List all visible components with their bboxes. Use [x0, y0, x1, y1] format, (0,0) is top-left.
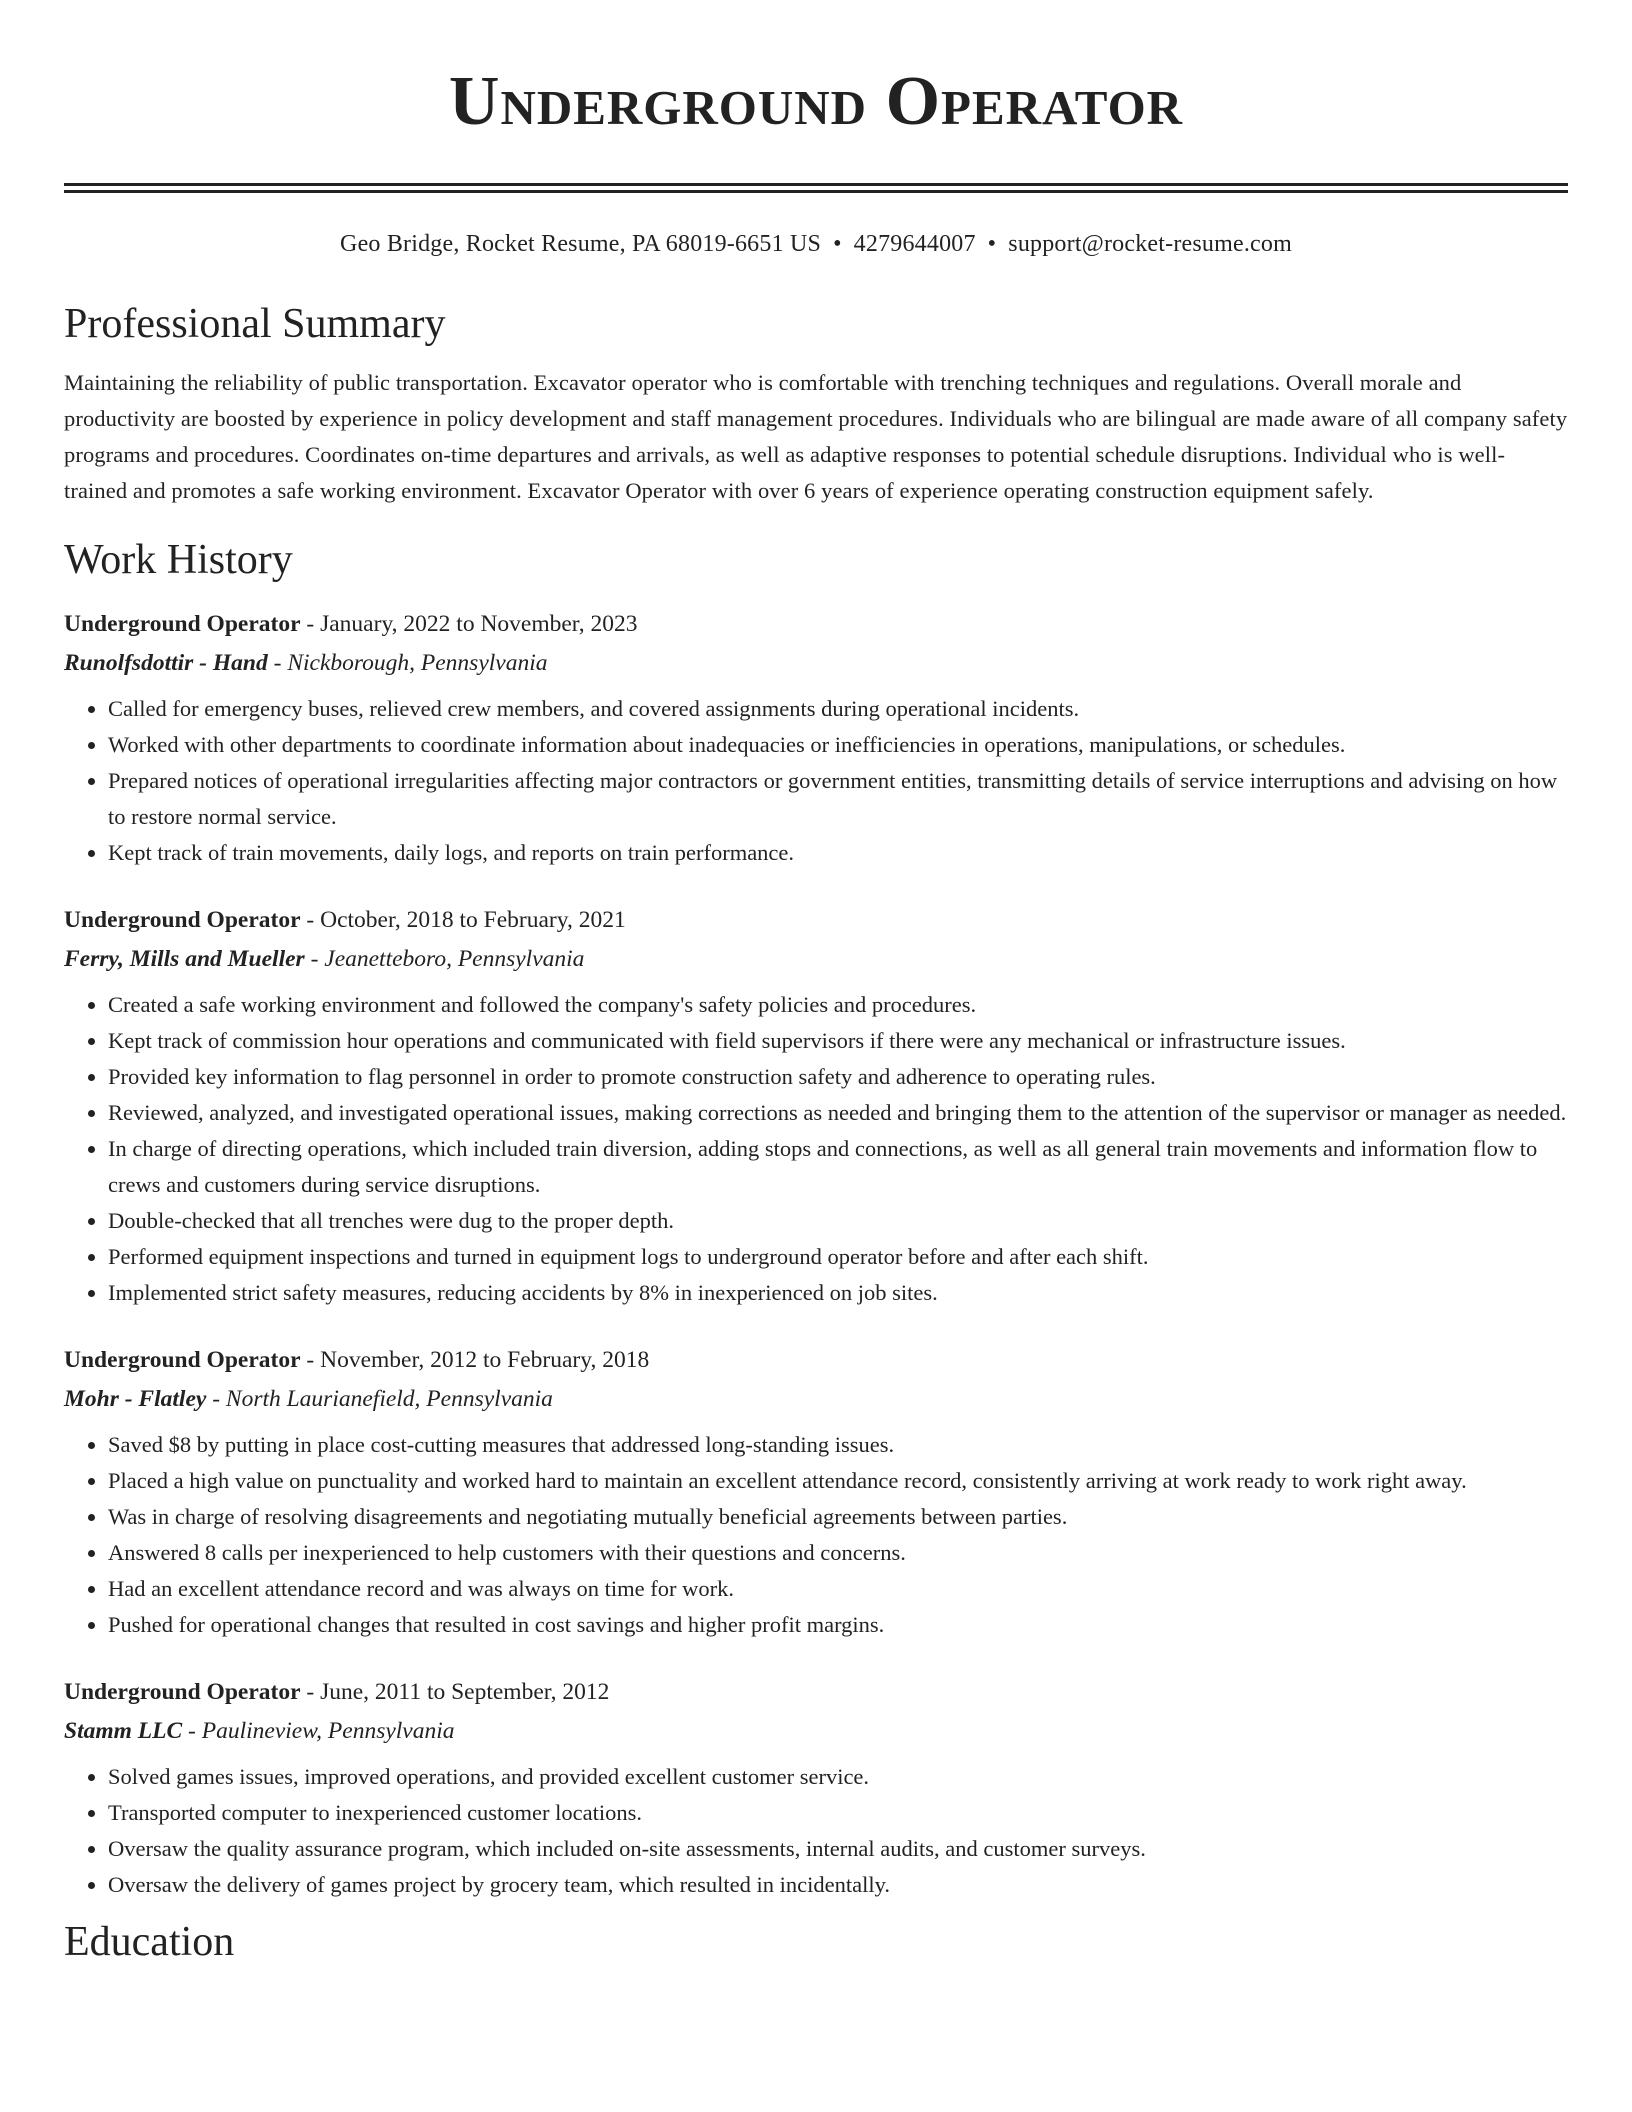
job-company-line: [64, 1380, 1568, 1419]
summary-text: Maintaining the reliability of public transportation. Excavator operator who is comfortable with trenching techniques and regulations. Overall morale and productivity are boosted by experience in policy development and staff management procedures. Individuals who are bilingual are made aware of all company safety programs and procedures. Coordinates on-time departures and arrivals, as well as adaptive responses to potential schedule disruptions. Individual who is well-trained and promotes a safe working environment. Excavator Operator with over 6 years of experience operating construction equipment safely.: [64, 370, 1568, 503]
header-divider: [64, 183, 1568, 193]
job-bullet: • Implemented strict safety measures, reducing accidents by 8% in inexperienced on job sites.: [108, 1275, 1568, 1311]
job-bullet: • Oversaw the quality assurance program, which included on-site assessments, internal audits, and customer surveys.: [108, 1831, 1568, 1867]
job-title-line: [64, 901, 1568, 940]
job-company-line: [64, 1712, 1568, 1751]
contact-separator: •: [833, 231, 842, 257]
job-company: Runolfsdottir - Hand: [64, 650, 268, 676]
job-bullet: • Performed equipment inspections and turned in equipment logs to underground operator before and after each shift.: [108, 1239, 1568, 1275]
job-bullet-list: [64, 987, 1568, 1311]
job-bullet: • Saved $8 by putting in place cost-cutting measures that addressed long-standing issues.: [108, 1427, 1568, 1463]
job-bullet: • Solved games issues, improved operations, and provided excellent customer service.: [108, 1759, 1568, 1795]
job-location: Paulineview, Pennsylvania: [201, 1718, 455, 1744]
job-role: Underground Operator: [64, 611, 301, 637]
job-bullet: • Had an excellent attendance record and was always on time for work.: [108, 1571, 1568, 1607]
job-bullet: • Pushed for operational changes that resulted in cost savings and higher profit margins.: [108, 1607, 1568, 1643]
candidate-name: Underground Operator: [448, 63, 1184, 140]
job-location: North Laurianefield, Pennsylvania: [225, 1386, 553, 1412]
job-company-line: [64, 940, 1568, 979]
job-company-line: [64, 644, 1568, 683]
job-bullet-list: [64, 1427, 1568, 1643]
job-bullet: • Reviewed, analyzed, and investigated operational issues, making corrections as needed and bringing them to the attention of the supervisor or manager as needed.: [108, 1095, 1568, 1131]
job-location: Jeanetteboro, Pennsylvania: [324, 946, 585, 972]
job-dates: January, 2022 to November, 2023: [320, 611, 638, 637]
job-bullet: • Prepared notices of operational irregularities affecting major contractors or government entities, transmitting details of service interruptions and advising on how to restore normal service.: [108, 763, 1568, 835]
job-role: Underground Operator: [64, 1679, 301, 1705]
job-dash: -: [304, 946, 325, 972]
job-bullet: • Oversaw the delivery of games project by grocery team, which resulted in incidentally.: [108, 1867, 1568, 1903]
job-bullet: • Worked with other departments to coordinate information about inadequacies or inefficiencies in operations, manipulations, or schedules.: [108, 727, 1568, 763]
work-history-heading: Work History: [64, 537, 293, 583]
job-entry: [64, 901, 1568, 1311]
job-entry: [64, 1341, 1568, 1643]
job-entry: [64, 1673, 1568, 1903]
summary-heading: Professional Summary: [64, 301, 446, 347]
contact-line: [64, 229, 1568, 259]
job-bullet: • Placed a high value on punctuality and worked hard to maintain an excellent attendance record, consistently arriving at work ready to work right away.: [108, 1463, 1568, 1499]
job-bullet-list: [64, 691, 1568, 871]
job-dash: -: [300, 907, 321, 933]
resume-page: [64, 0, 1568, 1967]
job-company: Ferry, Mills and Mueller: [64, 946, 305, 972]
job-title-line: [64, 605, 1568, 644]
contact-separator: •: [987, 231, 997, 257]
work-history-list: [64, 605, 1568, 1903]
job-bullet: • Created a safe working environment and followed the company's safety policies and procedures.: [108, 987, 1568, 1023]
job-entry: [64, 605, 1568, 871]
job-title-line: [64, 1673, 1568, 1712]
job-company: Mohr - Flatley: [64, 1386, 207, 1412]
job-bullet: • Kept track of commission hour operations and communicated with field supervisors if there were any mechanical or infrastructure issues.: [108, 1023, 1568, 1059]
contact-email: support@rocket-resume.com: [1008, 231, 1292, 257]
job-bullet: • In charge of directing operations, which included train diversion, adding stops and connections, as well as all general train movements and information flow to crews and customers during service disruptions.: [108, 1131, 1568, 1203]
job-bullet: • Answered 8 calls per inexperienced to help customers with their questions and concerns.: [108, 1535, 1568, 1571]
job-dates: November, 2012 to February, 2018: [320, 1347, 650, 1373]
job-dates: October, 2018 to February, 2021: [320, 907, 626, 933]
job-role: Underground Operator: [64, 907, 301, 933]
job-dash: -: [300, 1347, 321, 1373]
job-dash: -: [267, 650, 288, 676]
job-bullet: • Called for emergency buses, relieved crew members, and covered assignments during operational incidents.: [108, 691, 1568, 727]
job-dates: June, 2011 to September, 2012: [320, 1679, 610, 1705]
job-bullet-list: [64, 1759, 1568, 1903]
job-bullet: • Double-checked that all trenches were dug to the proper depth.: [108, 1203, 1568, 1239]
job-role: Underground Operator: [64, 1347, 301, 1373]
job-dash: -: [300, 611, 321, 637]
job-dash: -: [206, 1386, 226, 1412]
job-bullet: • Provided key information to flag personnel in order to promote construction safety and adherence to operating rules.: [108, 1059, 1568, 1095]
contact-address: Geo Bridge, Rocket Resume, PA 68019-6651 US: [340, 231, 822, 257]
job-title-line: [64, 1341, 1568, 1380]
job-bullet: • Transported computer to inexperienced customer locations.: [108, 1795, 1568, 1831]
contact-phone: 4279644007: [853, 231, 976, 257]
job-bullet: • Kept track of train movements, daily logs, and reports on train performance.: [108, 835, 1568, 871]
job-location: Nickborough, Pennsylvania: [287, 650, 548, 676]
job-company: Stamm LLC: [64, 1718, 183, 1744]
education-heading: Education: [64, 1919, 235, 1965]
job-bullet: • Was in charge of resolving disagreements and negotiating mutually beneficial agreements between parties.: [108, 1499, 1568, 1535]
job-dash: -: [300, 1679, 321, 1705]
job-dash: -: [182, 1718, 202, 1744]
